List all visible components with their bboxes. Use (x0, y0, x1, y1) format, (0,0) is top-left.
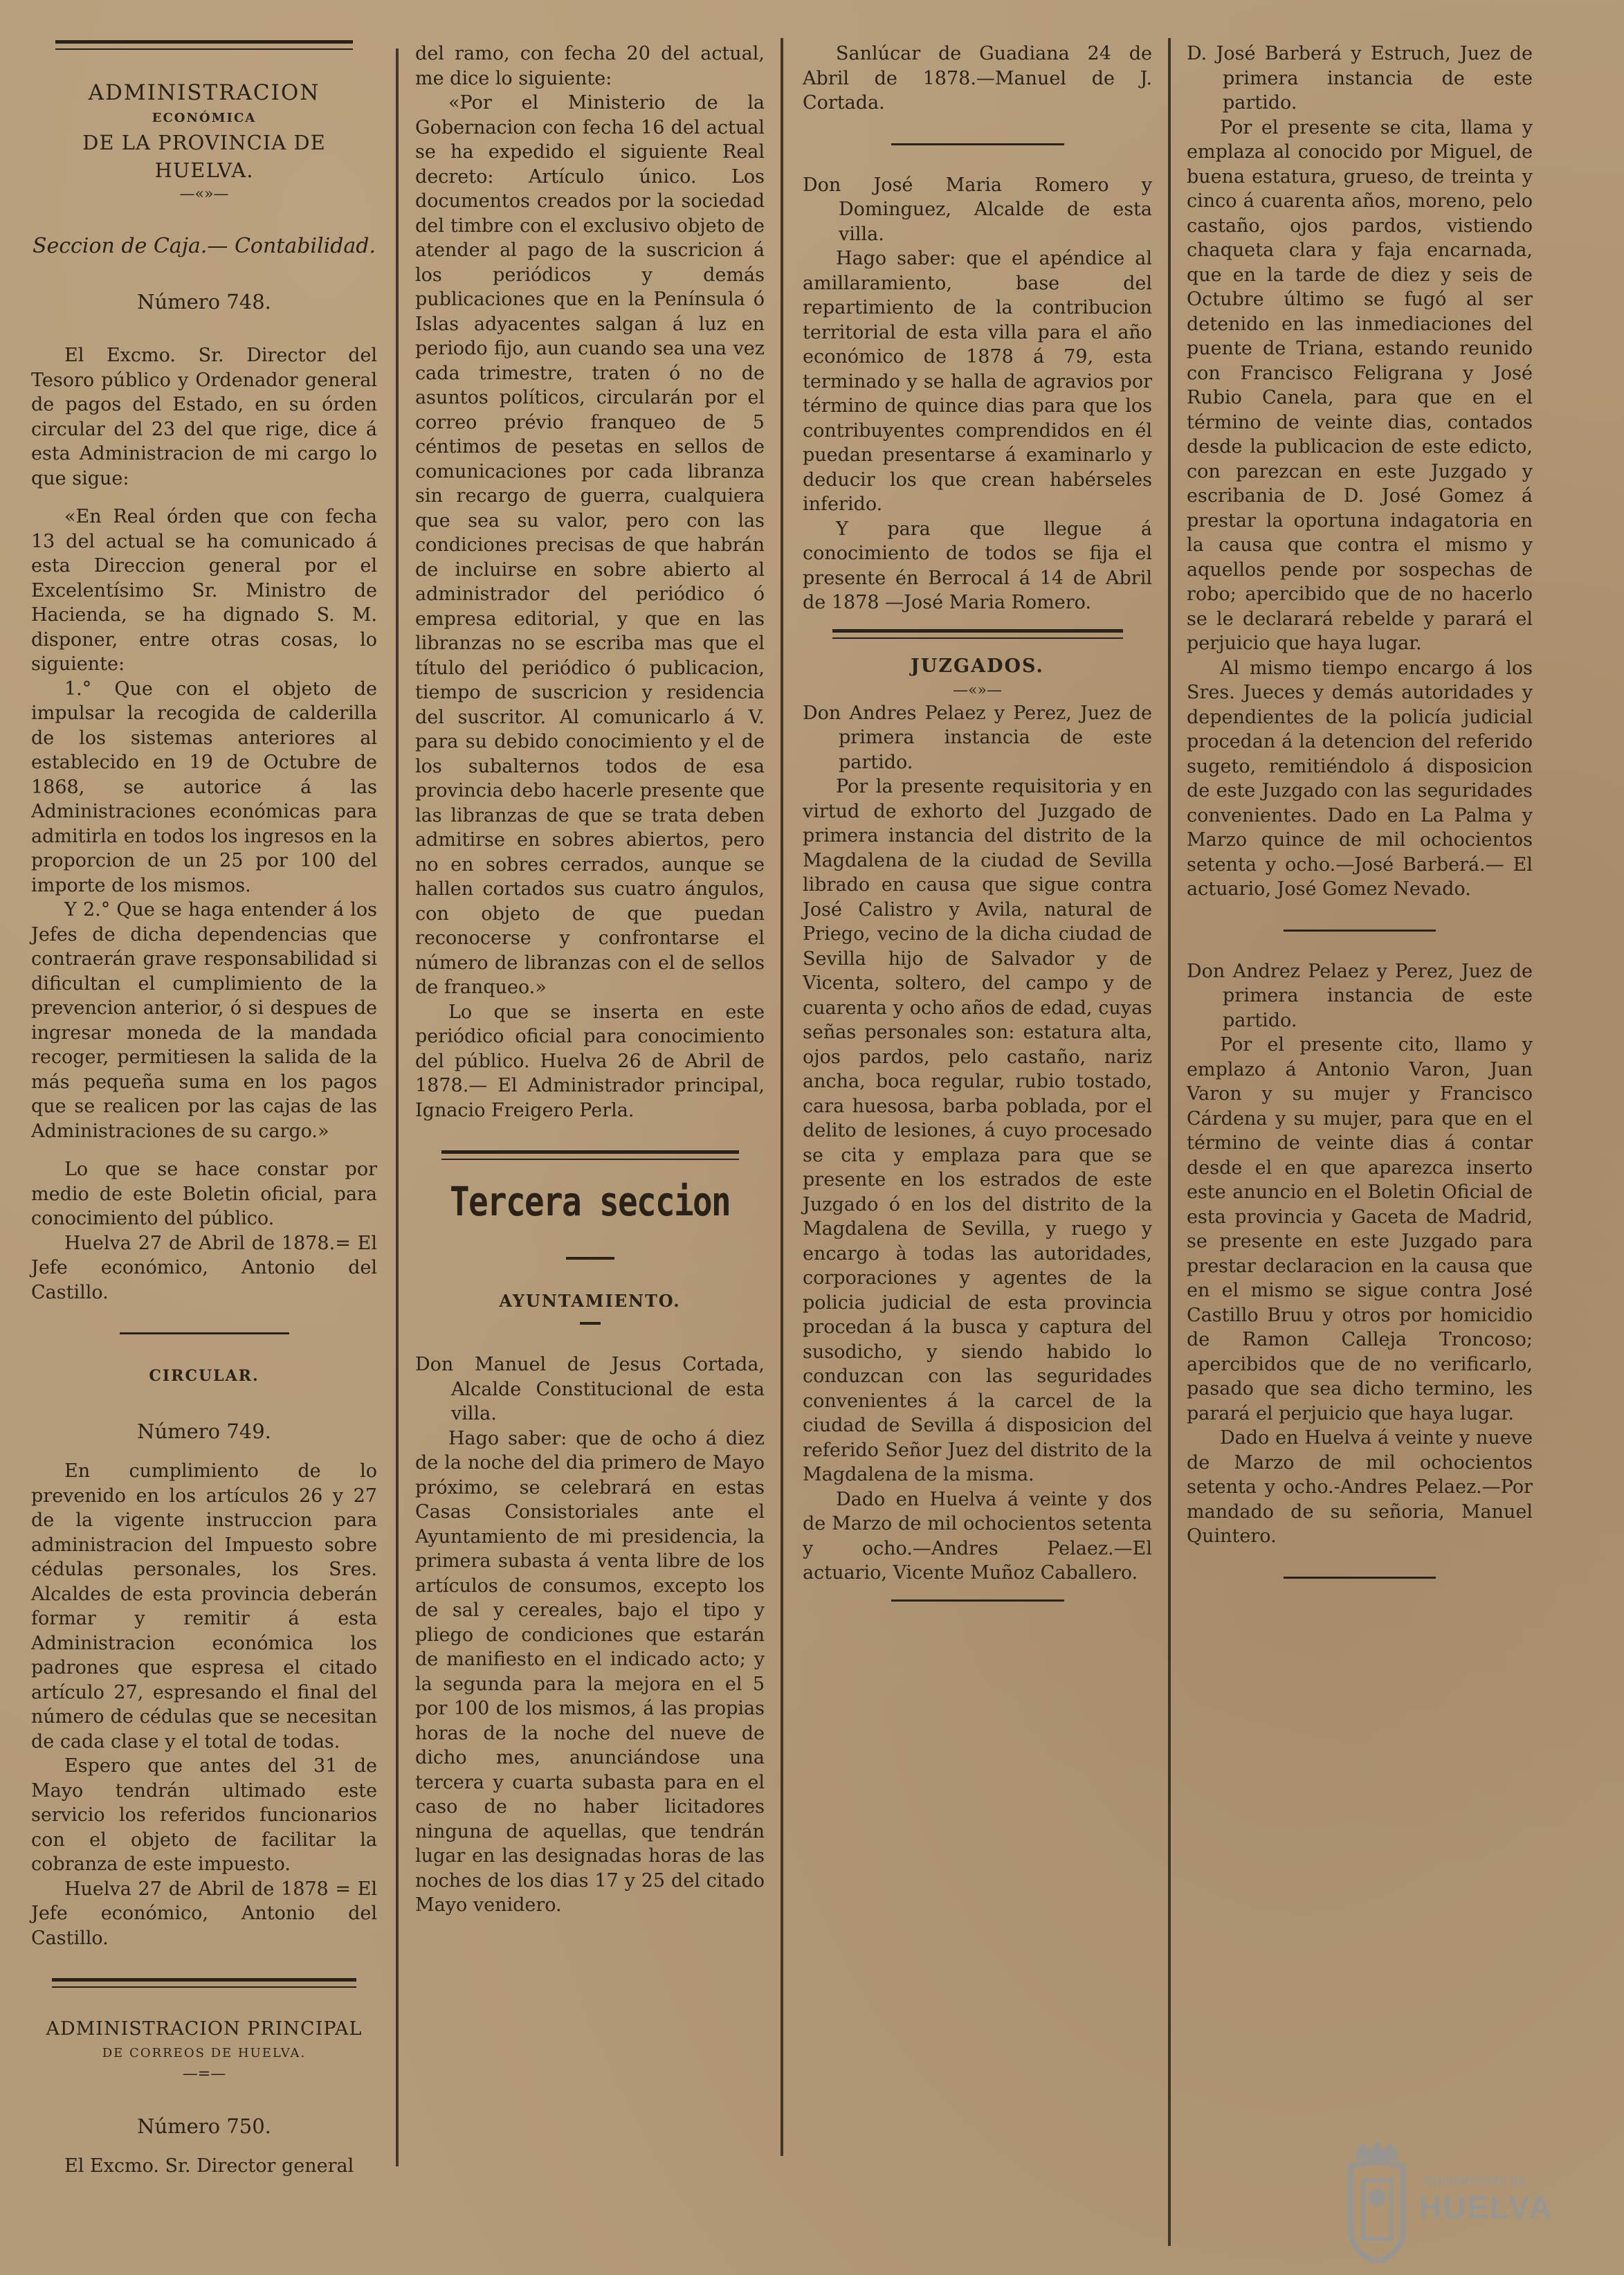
ornament: —=— (182, 2065, 226, 2083)
paragraph: Don José Maria Romero y Dominguez, Alcalde de esta villa. (803, 174, 1152, 245)
admin-province: DE LA PROVINCIA DE HUELVA. (82, 131, 326, 182)
admin-title: ADMINISTRACION (88, 80, 320, 105)
numero-749: Número 749. (137, 1420, 271, 1443)
column-3 (803, 28, 1152, 1602)
section-title: Tercera seccion (450, 1178, 730, 1225)
signature: Sanlúcar de Guadiana 24 de Abril de 1878.—Manuel de J. Cortada. (803, 43, 1152, 114)
paragraph: El Excmo. Sr. Director del Tesoro público y Ordenador general de pagos del Estado, en su órden circular del 23 del que rige, dice á esta Administracion de mi cargo lo que sigue: (31, 345, 377, 489)
separator-rule (441, 1150, 739, 1160)
column-1 (31, 28, 377, 2179)
circular-title: CIRCULAR. (149, 1367, 259, 1385)
paragraph: Don Manuel de Jesus Cortada, Alcalde Constitucional de esta villa. (415, 1354, 765, 1424)
signature: Huelva 27 de Abril de 1878 = El Jefe económico, Antonio del Castillo. (31, 1878, 377, 1949)
paragraph: Dado en Huelva á veinte y nueve de Marzo de mil ochocientos setenta y ocho.-Andres Pelaez.—Por mandado de su señoria, Manuel Quintero. (1187, 1427, 1533, 1547)
separator-rule (891, 1599, 1064, 1602)
paragraph: El Excmo. Sr. Director general (64, 2155, 354, 2177)
ayuntamiento-heading: AYUNTAMIENTO. (499, 1291, 681, 1311)
column-rule (1168, 38, 1171, 2246)
column-4 (1187, 28, 1533, 1579)
correos-subtitle: DE CORREOS DE HUELVA. (102, 2046, 307, 2060)
paragraph: Hago saber: que de ocho á diez de la noche del dia primero de Mayo próximo, se celebrará en estas Casas Consistoriales ante el Ayuntamiento de mi presidencia, la primera subasta á venta libre de los artículos de consumos, excepto los de sal y cereales, bajo el tipo y pliego de condiciones que estarán de manifiesto en el indicado acto; y la segunda para la mejora en el 5 por 100 de los mismos, á las propias horas de la noche del nueve de dicho mes, anunciándose una tercera y cuarta subasta para en el caso de no haber licitadores ninguna de aquellas, que tendrán lugar en las designadas horas de las noches de los dias 17 y 25 del citado Mayo venidero. (415, 1427, 765, 1916)
paragraph: Dado en Huelva á veinte y dos de Marzo de mil ochocientos setenta y ocho.—Andres Pelaez.—El actuario, Vicente Muñoz Caballero. (803, 1488, 1152, 1584)
numero-748: Número 748. (137, 290, 271, 314)
column-2 (415, 28, 765, 1918)
huelva-watermark (1342, 2139, 1605, 2270)
paragraph: Hago saber: que el apéndice al amillaramiento, base del repartimiento de la contribucion territorial de esta villa para el año económico de 1878 á 79, esta terminado y se halla de agravios por término de quince dias para que los contribuyentes comprendidos en él puedan presentarse á examinarlo y deducir los que crean habérseles inferido. (803, 248, 1152, 515)
paragraph: Espero que antes del 31 de Mayo tendrán ultimado este servicio los referidos funcionarios con el objeto de facilitar la cobranza de este impuesto. (31, 1755, 377, 1875)
juzgados-heading: JUZGADOS. (911, 655, 1044, 677)
paragraph: «Por el Ministerio de la Gobernacion con fecha 16 del actual se ha expedido el siguiente Real decreto: Artículo único. Los documentos creados por la sociedad del timbre con el exclusivo objeto de atender al pago de la suscricion á los periódicos y demás publicaciones que en la Península ó Islas adyacentes salgan á luz en periodo fijo, aun cuando sea una vez cada trimestre, traten ó no de asuntos políticos, circularán por el correo prévio franqueo de 5 céntimos de pesetas en sellos de comunicaciones por cada libranza sin recargo de guerra, cualquiera que sea su valor, pero con las condiciones precisas de que habrán de incluirse en sobre abierto al administrador del periódico ó empresa editorial, y que en las libranzas no se escriba mas que el título del periódico ó publicacion, tiempo de suscricion y residencia del suscritor. Al comunicarlo á V. para su debido conocimiento y el de los subalternos todos de esa provincia debo hacerle presente que las libranzas de que se trata deben admitirse en sobres abiertos, pero no en sobres cerrados, aunque se hallen cortados sus cuatro ángulos, con objeto de que puedan reconocerse y confrontarse el número de libranzas con el de sellos de franqueo.» (415, 92, 765, 998)
watermark-line1: Ayuntamiento de (1422, 2173, 1526, 2188)
paragraph: Don Andres Pelaez y Perez, Juez de primera instancia de este partido. (803, 702, 1152, 773)
paragraph: Por el presente cito, llamo y emplazo á Antonio Varon, Juan Varon y su mujer y Francisco Cárdena y su mujer, para que en el término de veinte dias á contar desde el en que aparezca inserto este anuncio en el Boletin Oficial de esta provincia y Gaceta de Madrid, se presente en este Juzgado para prestar declaracion en la causa que en el mismo se sigue contra José Castillo Bruu y otros por homicidio de Ramon Calleja Troncoso; apercibidos que de no verificarlo, pasado que sea dicho termino, les parará el perjuicio que haya lugar. (1187, 1034, 1533, 1424)
paragraph: «En Real órden que con fecha 13 del actual se ha comunicado á esta Direccion general por el Excelentísimo Sr. Ministro de Hacienda, se ha dignado S. M. disponer, entre otras cosas, lo siguiente: (31, 506, 377, 675)
top-rule (55, 40, 353, 50)
separator-rule (1284, 1577, 1436, 1579)
watermark-line2: HUELVA (1418, 2189, 1553, 2225)
column-rule (396, 48, 399, 2166)
signature: Huelva 27 de Abril de 1878.= El Jefe económico, Antonio del Castillo. (31, 1232, 377, 1303)
paragraph: Al mismo tiempo encargo á los Sres. Jueces y demás autoridades y dependientes de la policía judicial procedan á la detencion del referido sugeto, remitiéndolo á disposicion de este Juzgado con las seguridades convenientes. Dado en La Palma y Marzo quince de mil ochocientos setenta y ocho.—José Barberá.— El actuario, José Gomez Nevado. (1187, 657, 1533, 900)
paragraph: 1.° Que con el objeto de impulsar la recogida de calderilla de los sistemas anteriores al establecido en 19 de Octubre de 1868, se autorice á las Administraciones económicas para admitirla en todos los ingresos en la proporcion de un 25 por 100 del importe de los mismos. (31, 678, 377, 896)
ornament: —«»— (953, 681, 1002, 699)
paragraph: Y para que llegue á conocimiento de todos se fija el presente én Berrocal á 14 de Abril de 1878 —José Maria Romero. (803, 518, 1152, 613)
separator-rule (832, 629, 1123, 639)
paragraph: Lo que se inserta en este periódico oficial para conocimiento del público. Huelva 26 de Abril de 1878.— El Administrador principal, Ignacio Freigero Perla. (415, 1001, 765, 1121)
numero-750: Número 750. (137, 2114, 271, 2138)
paragraph: En cumplimiento de lo prevenido en los artículos 26 y 27 de la vigente instruccion para administracion del Impuesto sobre cédulas personales, los Sres. Alcaldes de esta provincia deberán formar y remitir á esta Administracion económica los padrones que espresa el citado artículo 27, espresando el final del número de cédulas que se necesitan de cada clase y el total de todas. (31, 1460, 377, 1752)
correos-title: ADMINISTRACION PRINCIPAL (46, 2018, 363, 2040)
section-label: Seccion de Caja.— Contabilidad. (32, 234, 376, 258)
admin-subtitle: ECONÓMICA (152, 111, 257, 125)
paragraph: Por la presente requisitoria y en virtud de exhorto del Juzgado de primera instancia del distrito de la Magdalena de la ciudad de Sevilla librado en causa que sigue contra José Calistro y Avila, natural de Priego, vecino de la dicha ciudad de Sevilla hijo de Salvador y de Vicenta, soltero, del campo y de cuarenta y ocho años de edad, cuyas señas personales son: estatura alta, ojos pardos, pelo castaño, nariz ancha, boca regular, rubio tostado, cara huesosa, barba poblada, por el delito de lesiones, á cuyo procesado se cita y emplaza para que se presente en los estrados de este Juzgado ó en los del distrito de la Magdalena de Sevilla, y ruego y encargo à todas las autoridades, corporaciones y agentes de la policia judicial de esta provincia procedan á la busca y captura del susodicho, y siendo habido lo conduzcan con las seguridades convenientes á la carcel de la ciudad de Sevilla á disposicion del referido Señor Juez del distrito de la Magdalena de la misma. (803, 776, 1152, 1485)
paragraph: Por el presente se cita, llama y emplaza al conocido por Miguel, de buena estatura, grueso, de treinta y cinco á cuarenta años, moreno, pelo castaño, ojos pardos, vistiendo chaqueta clara y faja encarnada, que en la tarde de diez y seis de Octubre último se fugó al ser detenido en las inmediaciones del puente de Triana, estando reunido con Francisco Feligrana y José Rubio Canela, para que en el término de veinte dias, contados desde la publicacion de este edicto, con parezcan en este Juzgado y escribania de D. José Gomez á prestar la oportuna indagatoria en la causa que contra el mismo y aquellos pende por sospechas de robo; apercibido que de no hacerlo se le declarará rebelde y parará el perjuicio que haya lugar. (1187, 116, 1533, 654)
paragraph: Lo que se hace constar por medio de este Boletin oficial, para conocimiento del público. (31, 1159, 377, 1229)
separator-rule (52, 1978, 356, 1988)
paragraph: Don Andrez Pelaez y Perez, Juez de primera instancia de este partido. (1187, 960, 1533, 1031)
ornament: —«»— (179, 185, 229, 203)
paragraph: D. José Barberá y Estruch, Juez de primera instancia de este partido. (1187, 43, 1533, 114)
coat-of-arms-icon (1342, 2139, 1412, 2263)
column-rule (781, 38, 783, 2156)
paragraph: del ramo, con fecha 20 del actual, me dice lo siguiente: (415, 43, 765, 89)
paragraph: Y 2.° Que se haga entender á los Jefes de dicha dependencias que contraerán grave responsabilidad si dificultan el cumplimiento de la prevencion anterior, ó si despues de ingresar moneda de la mandada recoger, permitiesen la salida de la más pequeña suma en los pagos que se realicen por las cajas de las Administraciones de su cargo.» (31, 899, 377, 1142)
